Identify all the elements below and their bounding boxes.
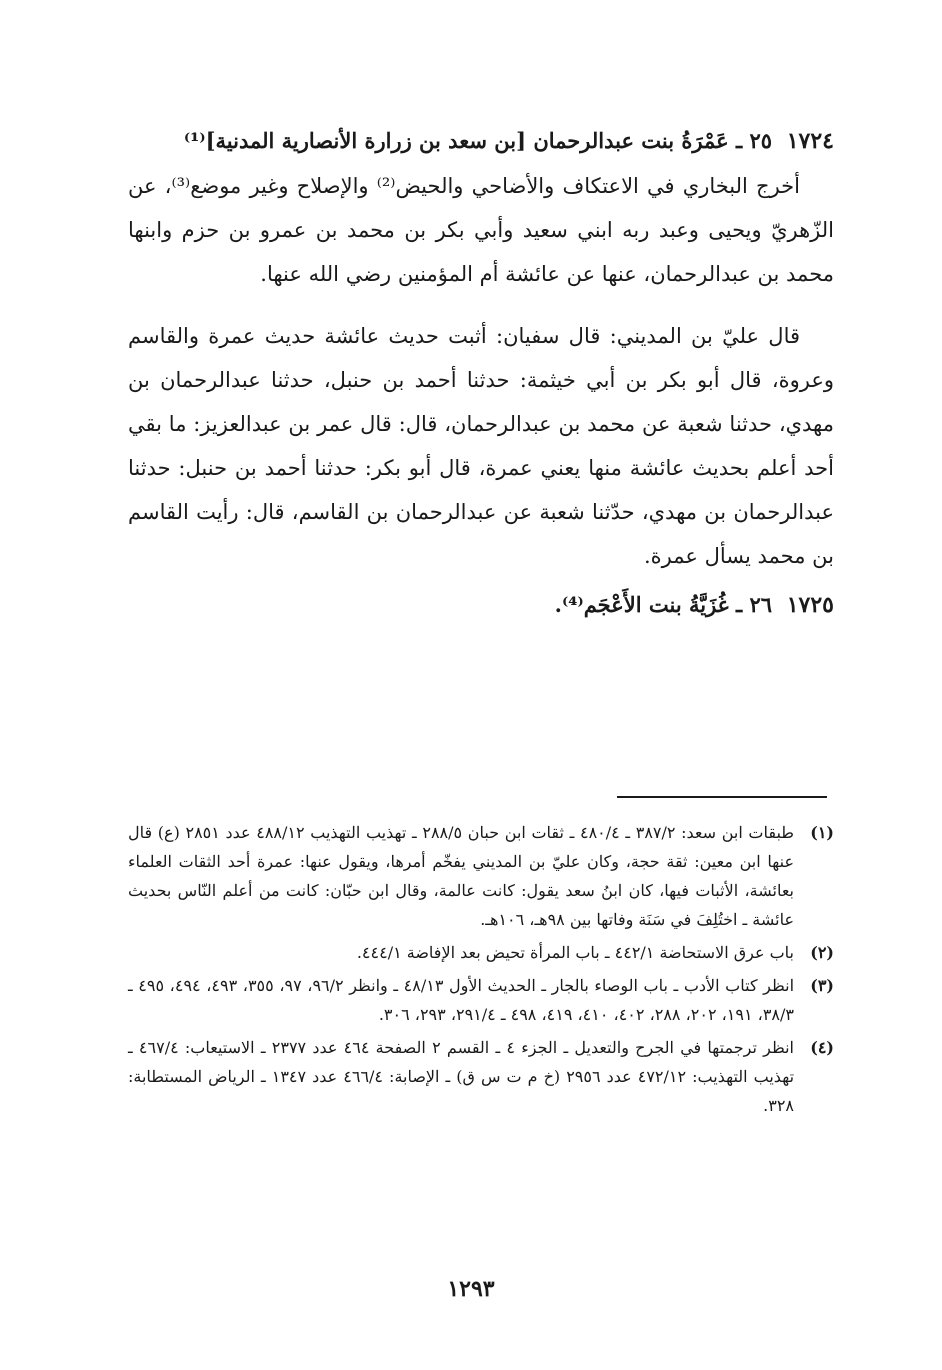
footnote-separator: [617, 796, 827, 798]
entry-1725: [128, 582, 834, 628]
page-number: ١٢٩٣: [447, 1276, 495, 1302]
footnote-text: طبقات ابن سعد: ٣٨٧/٢ ـ ٤٨٠/٤ ـ ثقات ابن حبان ٢٨٨/٥ ـ تهذيب التهذيب ٤٨٨/١٢ عدد ٢٨٥١ (ع) قال عنها ابن معين: ثقة حجة، وكان عليّ بن المديني يفخّم أمرها، ويقول عنها: عمرة أحد الثقات العلماء بعائشة، الأثبات فيها، كان ابنُ سعد يقول: كانت عالمة، وقال ابن حبّان: كانت من أعلم النّاس بحديث عائشة ـ اختُلِفَ في سَنَة وفاتها بين ٩٨هـ، ١٠٦هـ.: [128, 823, 795, 929]
entry-title: ٢٦ ـ غُزَيَّةُ بنت الأَعْجَم⁽⁴⁾.: [554, 592, 772, 617]
entry-title: ٢٥ ـ عَمْرَةُ بنت عبدالرحمان [بن سعد بن زرارة الأنصارية المدنية]⁽¹⁾: [183, 128, 772, 153]
footnotes: [128, 818, 834, 1124]
footnote-number: (٢): [810, 943, 834, 962]
entry-1724: [128, 118, 834, 164]
paragraph-bukhari: أخرج البخاري في الاعتكاف والأضاحي والحيض⁽²⁾ والإصلاح وغير موضع⁽³⁾، عن الزّهريّ ويحيى وعبد ربه ابني سعيد وأبي بكر بن محمد بن عمرو بن حزم وابنها محمد بن عبدالرحمان، عنها عن عائشة أم المؤمنين رضي الله عنها.: [128, 174, 834, 286]
main-text: [128, 118, 834, 628]
footnote-item: [128, 818, 834, 934]
footnote-item: [128, 938, 834, 967]
footnote-text: انظر كتاب الأدب ـ باب الوصاء بالجار ـ الحديث الأول ٤٨/١٣ ـ وانظر ٩٦/٢، ٩٧، ٣٥٥، ٤٩٣، ٤٩٤، ٤٩٥ ـ ٣٨/٣، ١٩١، ٢٠٢، ٢٨٨، ٤٠٢، ٤١٠، ٤١٩، ٤٩٨ ـ ٢٩١/٤، ٢٩٣، ٣٠٦.: [128, 976, 795, 1024]
entry-number: ١٧٢٤: [786, 128, 834, 154]
footnote-item: [128, 971, 834, 1029]
entry-number: ١٧٢٥: [786, 592, 834, 618]
paragraph-ibn-madini: قال عليّ بن المديني: قال سفيان: أثبت حديث عائشة حديث عمرة والقاسم وعروة، قال أبو بكر بن أبي خيثمة: حدثنا أحمد بن حنبل، حدثنا عبدالرحمان بن مهدي، حدثنا شعبة عن محمد بن عبدالرحمان، قال: قال عمر بن عبدالعزيز: ما بقي أحد أعلم بحديث عائشة منها يعني عمرة، قال أبو بكر: حدثنا أحمد بن حنبل: حدثنا عبدالرحمان بن مهدي، حدّثنا شعبة عن عبدالرحمان بن القاسم، قال: رأيت القاسم بن محمد يسأل عمرة.: [128, 324, 834, 568]
footnote-item: [128, 1033, 834, 1120]
footnote-text: باب عرق الاستحاضة ٤٤٢/١ ـ باب المرأة تحيض بعد الإفاضة ٤٤٤/١.: [356, 943, 794, 962]
footnote-text: انظر ترجمتها في الجرح والتعديل ـ الجزء ٤ ـ القسم ٢ الصفحة ٤٦٤ عدد ٢٣٧٧ ـ الاستيعاب: ٤٦٧/٤ ـ تهذيب التهذيب: ٤٧٢/١٢ عدد ٢٩٥٦ (خ م ت س ق) ـ الإصابة: ٤٦٦/٤ عدد ١٣٤٧ ـ الرياض المستطابة: ٣٢٨.: [128, 1038, 795, 1115]
footnote-number: (٤): [810, 1038, 834, 1057]
footnote-number: (١): [810, 823, 834, 842]
footnote-number: (٣): [810, 976, 834, 995]
